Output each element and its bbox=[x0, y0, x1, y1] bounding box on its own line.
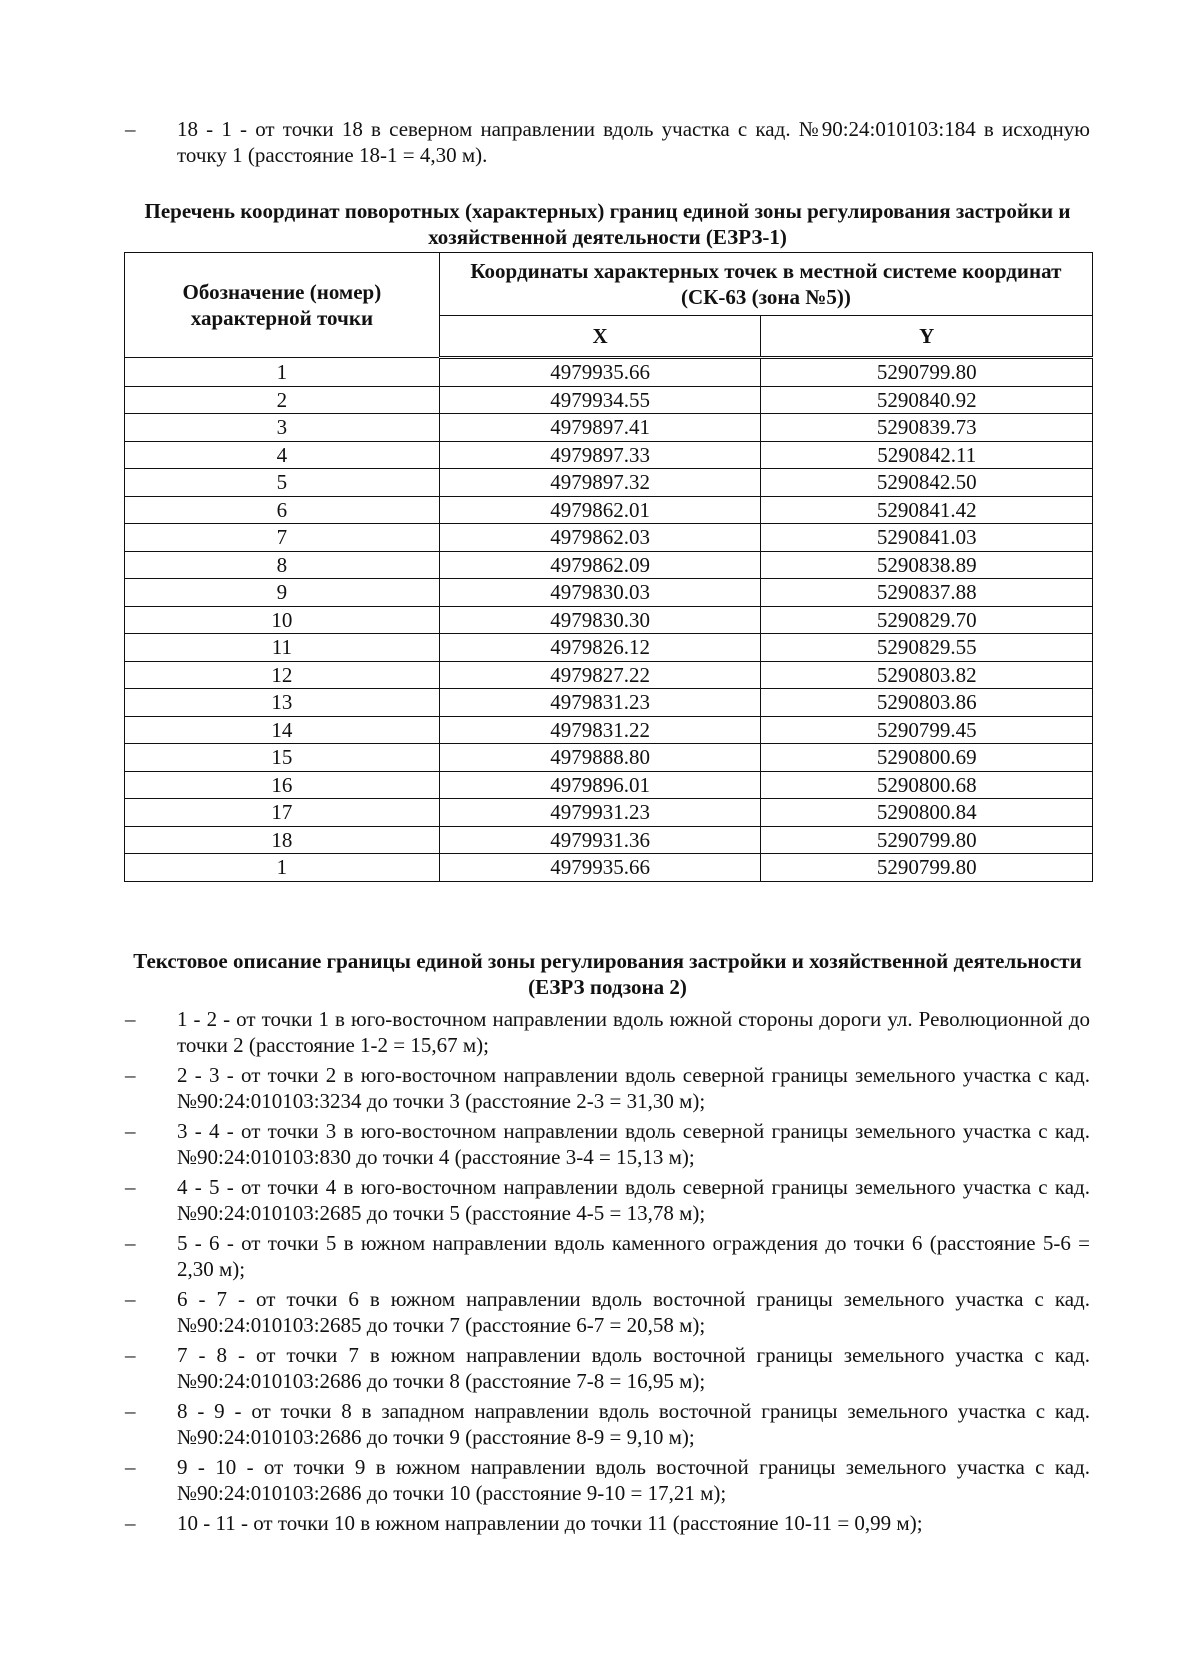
point-number-cell: 7 bbox=[125, 524, 440, 552]
table-row bbox=[125, 771, 1093, 799]
list-dash: – bbox=[125, 1119, 136, 1143]
column-header-y: Y bbox=[761, 316, 1093, 358]
table-row bbox=[125, 634, 1093, 662]
x-cell: 4979897.32 bbox=[439, 469, 761, 497]
point-number-cell: 14 bbox=[125, 716, 440, 744]
x-cell: 4979888.80 bbox=[439, 744, 761, 772]
y-cell: 5290841.42 bbox=[761, 496, 1093, 524]
point-number-cell: 17 bbox=[125, 799, 440, 827]
table-row bbox=[125, 854, 1093, 882]
x-cell: 4979934.55 bbox=[439, 386, 761, 414]
list-item-text: 2 - 3 - от точки 2 в юго-восточном направлении вдоль северной границы земельного участка с кад. №90:24:010103:3234 до точки 3 (расстояние 2-3 = 31,30 м); bbox=[177, 1063, 1090, 1113]
list-item-text: 3 - 4 - от точки 3 в юго-восточном направлении вдоль северной границы земельного участка с кад. №90:24:010103:830 до точки 4 (расстояние 3-4 = 15,13 м); bbox=[177, 1119, 1090, 1169]
table-row bbox=[125, 744, 1093, 772]
table-row bbox=[125, 441, 1093, 469]
table-row bbox=[125, 386, 1093, 414]
list-dash: – bbox=[125, 1287, 136, 1311]
table-row bbox=[125, 358, 1093, 387]
column-header-coordinates: Координаты характерных точек в местной системе координат (СК-63 (зона №5)) bbox=[439, 253, 1092, 316]
y-cell: 5290841.03 bbox=[761, 524, 1093, 552]
point-number-cell: 9 bbox=[125, 579, 440, 607]
point-number-cell: 4 bbox=[125, 441, 440, 469]
x-cell: 4979826.12 bbox=[439, 634, 761, 662]
list-dash: – bbox=[125, 117, 136, 141]
point-number-cell: 5 bbox=[125, 469, 440, 497]
list-item-text: 7 - 8 - от точки 7 в южном направлении вдоль восточной границы земельного участка с кад. №90:24:010103:2686 до точки 8 (расстояние 7-8 = 16,95 м); bbox=[177, 1343, 1090, 1393]
y-cell: 5290800.84 bbox=[761, 799, 1093, 827]
list-item-text: 5 - 6 - от точки 5 в южном направлении вдоль каменного ограждения до точки 6 (расстояние 5-6 = 2,30 м); bbox=[177, 1231, 1090, 1281]
x-cell: 4979931.23 bbox=[439, 799, 761, 827]
x-cell: 4979935.66 bbox=[439, 854, 761, 882]
list-dash: – bbox=[125, 1007, 136, 1031]
table-row bbox=[125, 496, 1093, 524]
y-cell: 5290842.50 bbox=[761, 469, 1093, 497]
list-dash: – bbox=[125, 1343, 136, 1367]
list-dash: – bbox=[125, 1455, 136, 1479]
point-number-cell: 18 bbox=[125, 826, 440, 854]
list-item-text: 18 - 1 - от точки 18 в северном направлении вдоль участка с кад. №90:24:010103:184 в исходную точку 1 (расстояние 18-1 = 4,30 м). bbox=[177, 117, 1090, 167]
list-dash: – bbox=[125, 1511, 136, 1535]
table-title: Перечень координат поворотных (характерных) границ единой зоны регулирования застройки и хозяйственной деятельности (ЕЗРЗ-1) bbox=[144, 199, 1071, 249]
table-row bbox=[125, 469, 1093, 497]
list-dash: – bbox=[125, 1175, 136, 1199]
list-item bbox=[125, 1174, 1090, 1226]
list-item-text: 8 - 9 - от точки 8 в западном направлении вдоль восточной границы земельного участка с кад. №90:24:010103:2686 до точки 9 (расстояние 8-9 = 9,10 м); bbox=[177, 1399, 1090, 1449]
table-row bbox=[125, 799, 1093, 827]
point-number-cell: 13 bbox=[125, 689, 440, 717]
column-header-point: Обозначение (номер) характерной точки bbox=[125, 253, 440, 358]
point-number-cell: 1 bbox=[125, 854, 440, 882]
table-row bbox=[125, 606, 1093, 634]
point-number-cell: 1 bbox=[125, 358, 440, 387]
x-cell: 4979897.33 bbox=[439, 441, 761, 469]
table-row bbox=[125, 716, 1093, 744]
list-item bbox=[125, 1454, 1090, 1506]
list-dash: – bbox=[125, 1399, 136, 1423]
list-item-text: 6 - 7 - от точки 6 в южном направлении вдоль восточной границы земельного участка с кад. №90:24:010103:2685 до точки 7 (расстояние 6-7 = 20,58 м); bbox=[177, 1287, 1090, 1337]
y-cell: 5290838.89 bbox=[761, 551, 1093, 579]
list-item bbox=[125, 1398, 1090, 1450]
y-cell: 5290799.80 bbox=[761, 854, 1093, 882]
x-cell: 4979831.23 bbox=[439, 689, 761, 717]
x-cell: 4979931.36 bbox=[439, 826, 761, 854]
point-number-cell: 12 bbox=[125, 661, 440, 689]
list-item bbox=[125, 1230, 1090, 1282]
table-row bbox=[125, 826, 1093, 854]
list-dash: – bbox=[125, 1063, 136, 1087]
table-row bbox=[125, 551, 1093, 579]
x-cell: 4979935.66 bbox=[439, 358, 761, 387]
table-row bbox=[125, 579, 1093, 607]
x-cell: 4979897.41 bbox=[439, 414, 761, 442]
y-cell: 5290842.11 bbox=[761, 441, 1093, 469]
y-cell: 5290799.45 bbox=[761, 716, 1093, 744]
y-cell: 5290839.73 bbox=[761, 414, 1093, 442]
x-cell: 4979862.09 bbox=[439, 551, 761, 579]
x-cell: 4979831.22 bbox=[439, 716, 761, 744]
x-cell: 4979827.22 bbox=[439, 661, 761, 689]
y-cell: 5290800.68 bbox=[761, 771, 1093, 799]
list-dash: – bbox=[125, 1231, 136, 1255]
list-item bbox=[125, 1286, 1090, 1338]
list-item bbox=[125, 1006, 1090, 1058]
coordinates-table bbox=[124, 252, 1093, 882]
y-cell: 5290829.55 bbox=[761, 634, 1093, 662]
list-item-text: 9 - 10 - от точки 9 в южном направлении вдоль восточной границы земельного участка с кад. №90:24:010103:2686 до точки 10 (расстояние 9-10 = 17,21 м); bbox=[177, 1455, 1090, 1505]
point-number-cell: 2 bbox=[125, 386, 440, 414]
y-cell: 5290803.86 bbox=[761, 689, 1093, 717]
point-number-cell: 6 bbox=[125, 496, 440, 524]
y-cell: 5290837.88 bbox=[761, 579, 1093, 607]
y-cell: 5290799.80 bbox=[761, 826, 1093, 854]
x-cell: 4979896.01 bbox=[439, 771, 761, 799]
point-number-cell: 10 bbox=[125, 606, 440, 634]
table-row bbox=[125, 661, 1093, 689]
point-number-cell: 16 bbox=[125, 771, 440, 799]
description-title: Текстовое описание границы единой зоны регулирования застройки и хозяйственной деятельности (ЕЗРЗ подзона 2) bbox=[133, 949, 1082, 999]
column-header-x: X bbox=[439, 316, 761, 358]
table-row bbox=[125, 689, 1093, 717]
list-item bbox=[125, 116, 1090, 168]
y-cell: 5290800.69 bbox=[761, 744, 1093, 772]
point-number-cell: 3 bbox=[125, 414, 440, 442]
list-item bbox=[125, 1342, 1090, 1394]
y-cell: 5290840.92 bbox=[761, 386, 1093, 414]
table-row bbox=[125, 524, 1093, 552]
list-item bbox=[125, 1118, 1090, 1170]
point-number-cell: 8 bbox=[125, 551, 440, 579]
list-item bbox=[125, 1062, 1090, 1114]
x-cell: 4979862.03 bbox=[439, 524, 761, 552]
y-cell: 5290829.70 bbox=[761, 606, 1093, 634]
y-cell: 5290803.82 bbox=[761, 661, 1093, 689]
table-row bbox=[125, 414, 1093, 442]
list-item-text: 4 - 5 - от точки 4 в юго-восточном направлении вдоль северной границы земельного участка с кад. №90:24:010103:2685 до точки 5 (расстояние 4-5 = 13,78 м); bbox=[177, 1175, 1090, 1225]
y-cell: 5290799.80 bbox=[761, 358, 1093, 387]
list-item-text: 1 - 2 - от точки 1 в юго-восточном направлении вдоль южной стороны дороги ул. Революционной до точки 2 (расстояние 1-2 = 15,67 м); bbox=[177, 1007, 1090, 1057]
x-cell: 4979862.01 bbox=[439, 496, 761, 524]
x-cell: 4979830.03 bbox=[439, 579, 761, 607]
x-cell: 4979830.30 bbox=[439, 606, 761, 634]
table-body bbox=[125, 358, 1093, 882]
list-item-text: 10 - 11 - от точки 10 в южном направлении до точки 11 (расстояние 10-11 = 0,99 м); bbox=[177, 1511, 923, 1535]
point-number-cell: 11 bbox=[125, 634, 440, 662]
point-number-cell: 15 bbox=[125, 744, 440, 772]
list-item bbox=[125, 1510, 1090, 1536]
